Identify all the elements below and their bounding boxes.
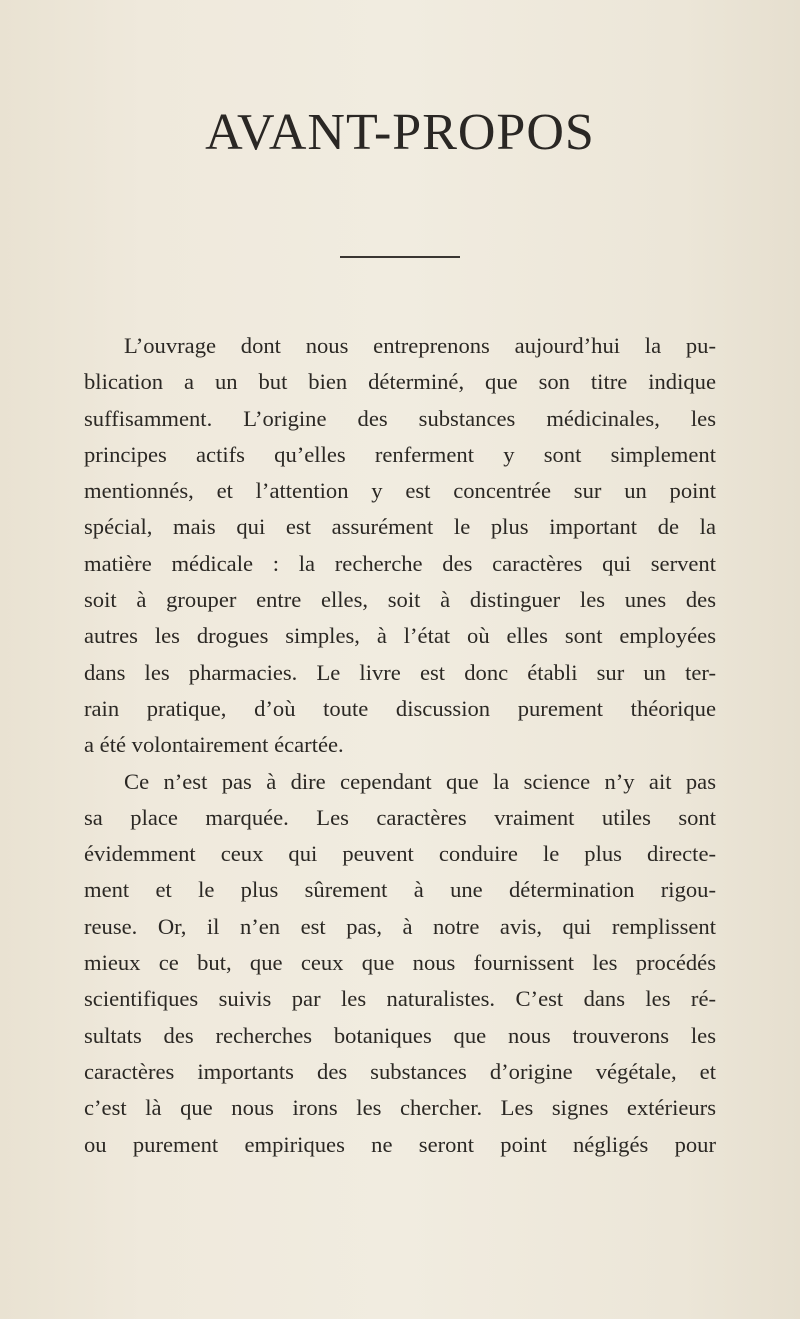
text-line: blication a un but bien déterminé, que son titre indique [84,369,716,395]
text-line: ou purement empiriques ne seront point négligés pour [84,1131,716,1157]
text-line: a été volontairement écartée. [84,732,344,758]
text-line: L’ouvrage dont nous entreprenons aujourd’hui la pu- [124,333,716,358]
text-line: sa place marquée. Les caractères vraiment utiles sont [84,804,716,830]
text-line: mieux ce but, que ceux que nous fournissent les procédés [84,950,716,976]
text-line: suffisamment. L’origine des substances médicinales, les [84,405,716,431]
text-line: dans les pharmacies. Le livre est donc établi sur un ter- [84,659,716,685]
text-line: sultats des recherches botaniques que nous trouverons les [84,1022,716,1048]
text-line: autres les drogues simples, à l’état où elles sont employées [84,623,716,649]
text-line: spécial, mais qui est assurément le plus important de la [84,514,716,540]
text-line: rain pratique, d’où toute discussion purement théorique [84,695,716,721]
text-line: ment et le plus sûrement à une détermination rigou- [84,877,716,903]
text-line: c’est là que nous irons les chercher. Les signes extérieurs [84,1095,716,1121]
text-line: soit à grouper entre elles, soit à distinguer les unes des [84,587,716,613]
text-line: évidemment ceux qui peuvent conduire le plus directe- [84,841,716,867]
text-line: matière médicale : la recherche des caractères qui servent [84,550,716,576]
text-line: scientifiques suivis par les naturalistes. C’est dans les ré- [84,986,716,1012]
text-line: reuse. Or, il n’en est pas, à notre avis, qui remplissent [84,913,716,939]
paragraph-2 [84,764,716,1163]
text-line: principes actifs qu’elles renferment y sont simplement [84,441,716,467]
text-line: caractères importants des substances d’origine végétale, et [84,1058,716,1084]
title-rule [340,256,460,258]
text-line: mentionnés, et l’attention y est concentrée sur un point [84,478,716,504]
text-line: Ce n’est pas à dire cependant que la science n’y ait pas [124,768,716,794]
chapter-title: AVANT-PROPOS [205,104,595,161]
body-text [84,328,716,1163]
paragraph-1 [84,328,716,764]
